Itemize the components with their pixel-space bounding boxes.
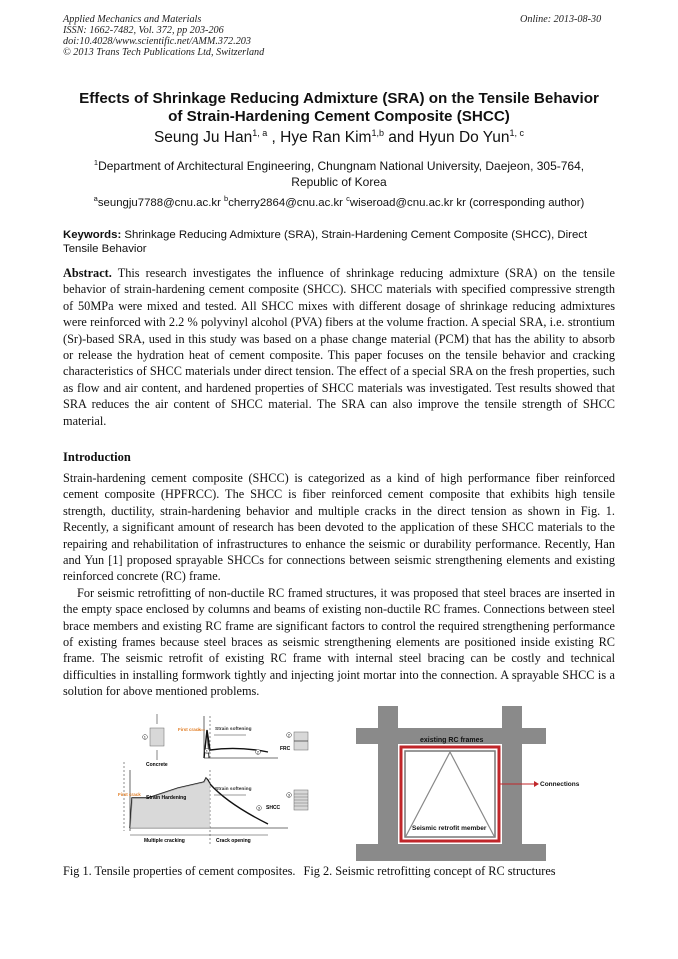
first-crack-top-label: First crack (178, 727, 201, 732)
shcc-marker-text: 3 (287, 792, 291, 798)
affiliation-line-2: Republic of Korea (291, 175, 387, 189)
paper-title (40, 90, 638, 126)
frc-marker-text: 2 (287, 732, 291, 738)
concrete-marker-text: 1 (143, 734, 147, 740)
author-list (40, 128, 638, 147)
email-a-marker: a (93, 194, 98, 203)
introduction-body (63, 470, 615, 700)
shcc-label: SHCC (266, 805, 281, 811)
abstract (63, 265, 615, 429)
connections-arrow-icon (534, 781, 539, 787)
strain-hardening-area (130, 778, 210, 828)
keywords (63, 228, 615, 256)
strain-hardening-label: Strain Hardening (146, 795, 187, 801)
figure-1-caption: Fig 1. Tensile properties of cement composites. (63, 864, 296, 878)
email-b[interactable]: cherry2864@cnu.ac.kr (228, 196, 347, 209)
journal-header (63, 14, 264, 58)
affiliation-line-1: Department of Architectural Engineering, Chungnam National University, Daejeon, 305-764, (98, 159, 585, 173)
figure-1-tensile-properties (118, 710, 330, 850)
journal-name: Applied Mechanics and Materials (63, 14, 202, 25)
marker-3-text: 3 (257, 805, 261, 811)
keywords-text: Shrinkage Reducing Admixture (SRA), Strain-Hardening Cement Composite (SHCC), Direct Tensile Behavior (63, 229, 588, 255)
affiliation (40, 155, 638, 190)
existing-rc-frames-label: existing RC frames (420, 737, 484, 744)
frc-label: FRC (280, 746, 291, 752)
author-1-affil: 1, a (252, 128, 268, 138)
strain-softening-top-label: Strain softening (215, 727, 252, 732)
figure-2-caption: Fig 2. Seismic retrofitting concept of RC structures (303, 864, 556, 878)
author-emails (40, 194, 638, 209)
email-c-marker: c (346, 194, 350, 203)
title-line-1: Effects of Shrinkage Reducing Admixture (SRA) on the Tensile Behavior (79, 90, 599, 107)
title-line-2: of Strain-Hardening Cement Composite (SHCC) (168, 108, 510, 125)
marker-2-text: 2 (256, 749, 260, 755)
author-1: Seung Ju Han (153, 129, 253, 147)
email-b-marker: b (224, 194, 229, 203)
figure-captions (63, 864, 556, 879)
keywords-label: Keywords: (63, 229, 122, 241)
marker-1-top-text: 1 (205, 748, 209, 754)
abstract-text: This research investigates the influence of shrinkage reducing admixture (SRA) on the tensile behavior of strain-hardening cement composite (SHCC). SHCC materials with specified compressive strength of 50MPa were mixed and tested. All SHCC mixes with different dosage of shrinkage reducing admixtures were reinforced with 2.2 % polyvinyl alcohol (PVA) fibers at the volume fraction. A special SRA, i.e. strontium (Sr)-based SRA, used in this study was based on a phase change material (PCM) that has the ability to absorb or release the hydration heat of cement composite. This paper focuses on the tensile behavior and cracking characteristics of SHCC materials under direct tension. The effect of a special SRA on the fresh properties, such as flow and air content, and hardened properties of SHCC materials was investigated. Test results showed that SRA reduces the air content of SHCC material. The SRA can also improve the tensile strength of SHCC material. (63, 266, 615, 428)
first-crack-left-label: First crack (118, 792, 141, 797)
author-3-affil: 1, c (509, 128, 525, 138)
intro-paragraph-1: Strain-hardening cement composite (SHCC) is categorized as a kind of high performance fiber reinforced cement composite (HPFRCC). The SHCC is fiber reinforced cement composite that exhibits high tensile strength, ductility, strain-hardening behavior and multiple cracks in the direct tension as shown in Fig. 1. Recently, a significant amount of research has been devoted to the application of these SHCC materials to the repairing and rehabilitation of infrastructures to enhance the seismic or durability performance. Recently, Han and Yun [1] proposed sprayable SHCCs for connections between seismic strengthening elements and existing reinforced concrete (RC) frame. (63, 471, 615, 584)
intro-paragraph-2: For seismic retrofitting of non-ductile RC framed structures, it was proposed that steel braces are inserted in the empty space enclosed by columns and beams of existing non-ductile RC frames. Connections between steel brace members and existing RC frame are significant factors to control the required strengthening performance of existing frames because steel braces as seismic strengthening elements are positioned inside existing RC frame. The seismic retrofit of existing RC frame with internal steel bracing can be costly and technical difficulties in installing formwork tightly and injecting joint mortar into the connection. A sprayable SHCC is a solution for above mentioned problems. (63, 585, 615, 699)
concrete-specimen-icon (150, 728, 164, 746)
affiliation-number: 1 (93, 158, 99, 167)
author-separator: and (383, 129, 419, 147)
introduction-heading: Introduction (63, 450, 131, 464)
multiple-cracking-label: Multiple cracking (144, 838, 185, 844)
email-a[interactable]: seungju7788@cnu.ac.kr (97, 196, 225, 209)
abstract-label: Abstract. (63, 266, 112, 280)
bottom-beam (356, 844, 546, 861)
author-3: Hyun Do Yun (418, 129, 510, 147)
author-2-affil: 1,b (371, 128, 384, 138)
author-separator: , (267, 129, 281, 147)
journal-issn: ISSN: 1662-7482, Vol. 372, pp 203-206 (63, 25, 224, 36)
figure-2-seismic-retrofit (356, 706, 606, 861)
email-c[interactable]: wiseroad@cnu.ac.kr kr (corresponding author) (349, 196, 585, 209)
author-2: Hye Ran Kim (280, 129, 372, 147)
journal-copyright: © 2013 Trans Tech Publications Ltd, Switzerland (63, 47, 265, 58)
strain-softening-bottom-label: Strain softening (215, 787, 252, 792)
connections-label: Connections (540, 781, 580, 788)
online-date: Online: 2013-08-30 (520, 14, 602, 25)
seismic-retrofit-member-label: Seismic retrofit member (412, 825, 487, 832)
journal-doi: doi:10.4028/www.scientific.net/AMM.372.203 (63, 36, 251, 47)
crack-opening-label: Crack opening (216, 838, 251, 844)
concrete-label: Concrete (146, 762, 168, 768)
